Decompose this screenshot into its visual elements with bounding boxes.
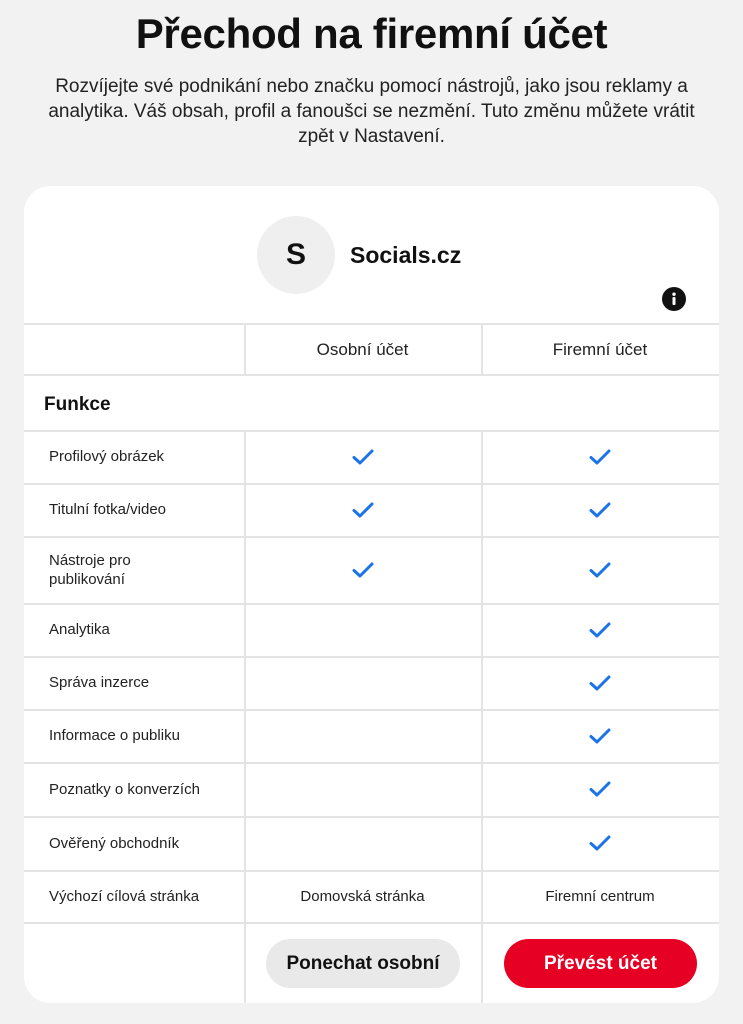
check-icon xyxy=(589,561,611,579)
page-description: Rozvíjejte své podnikání nebo značku pomocí nástrojů, jako jsou reklamy a analytika. Váš obsah, profil a fanoušci se nezmění. Tuto změnu můžete vrátit zpět v Nastavení. xyxy=(48,76,695,147)
convert-account-button[interactable]: Převést účet xyxy=(504,939,697,988)
check-icon xyxy=(589,501,611,519)
account-comparison-card xyxy=(24,186,719,1003)
table-cell-business xyxy=(481,537,719,602)
check-icon xyxy=(589,621,611,639)
column-header-personal: Osobní účet xyxy=(316,340,409,359)
feature-label: Profilový obrázek xyxy=(49,448,165,465)
table-cell-personal xyxy=(244,763,481,815)
table-cell-business xyxy=(481,431,719,482)
divider xyxy=(24,922,719,924)
feature-label: Správa inzerce xyxy=(49,674,150,691)
check-icon xyxy=(589,727,611,745)
table-cell-business xyxy=(481,604,719,655)
table-cell-personal xyxy=(244,710,481,761)
check-icon xyxy=(352,561,374,579)
check-icon xyxy=(589,834,611,852)
table-cell-personal: Domovská stránka xyxy=(300,887,425,905)
table-cell-personal xyxy=(244,484,481,535)
feature-label: Ověřený obchodník xyxy=(49,834,180,852)
table-cell-personal xyxy=(244,604,481,655)
column-header-business: Firemní účet xyxy=(552,340,648,359)
section-title: Funkce xyxy=(44,394,111,415)
check-icon xyxy=(589,448,611,466)
keep-personal-button[interactable]: Ponechat osobní xyxy=(266,939,460,988)
feature-label: Informace o publiku xyxy=(49,727,180,744)
table-cell-business xyxy=(481,817,719,869)
table-cell-business xyxy=(481,657,719,708)
table-cell-personal xyxy=(244,657,481,708)
feature-label: Nástroje pro publikování xyxy=(49,551,131,588)
table-cell-personal xyxy=(244,431,481,482)
table-cell-personal xyxy=(244,817,481,869)
feature-label: Titulní fotka/video xyxy=(49,501,167,518)
feature-label: Poznatky o konverzích xyxy=(49,780,200,798)
table-cell-business: Firemní centrum xyxy=(545,887,655,905)
feature-label: Výchozí cílová stránka xyxy=(49,887,200,905)
table-cell-business xyxy=(481,763,719,815)
info-icon[interactable] xyxy=(662,287,686,311)
check-icon xyxy=(352,448,374,466)
check-icon xyxy=(589,674,611,692)
table-cell-personal xyxy=(244,537,481,602)
feature-label: Analytika xyxy=(49,621,110,638)
check-icon xyxy=(589,780,611,798)
table-cell-business xyxy=(481,710,719,761)
table-cell-business xyxy=(481,484,719,535)
avatar: S xyxy=(257,216,335,294)
check-icon xyxy=(352,501,374,519)
page-title: Přechod na firemní účet xyxy=(135,10,608,57)
profile-name: Socials.cz xyxy=(350,242,462,268)
